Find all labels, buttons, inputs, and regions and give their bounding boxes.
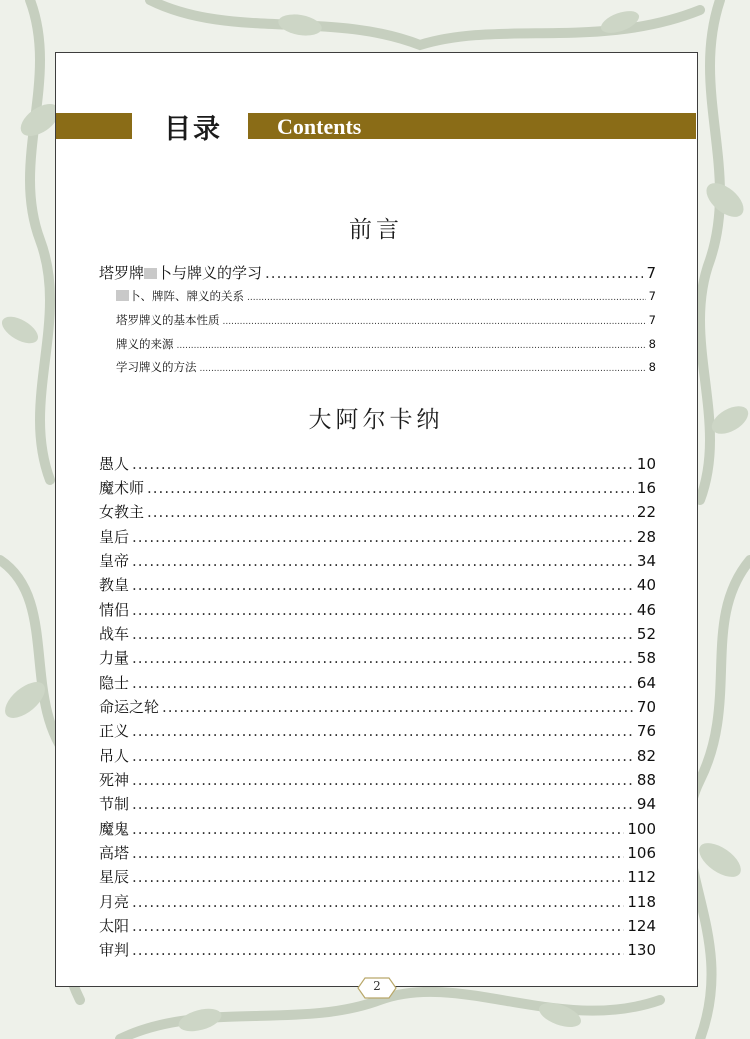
toc-entry[interactable] [99,672,656,693]
toc-entry-page: 118 [627,893,656,911]
leader-dots [132,771,634,789]
toc-page [55,52,698,987]
leader-dots [132,601,634,619]
leader-dots [177,341,646,351]
leader-dots [132,528,634,546]
toc-entry-label: 星辰 [99,868,130,886]
leader-dots [147,503,634,521]
leader-dots [132,455,634,473]
leader-dots [132,747,634,765]
toc-entry-page: 124 [627,917,656,935]
toc-entry-page: 46 [636,601,656,619]
toc-entry[interactable] [99,599,656,620]
toc-subentry[interactable] [116,336,656,352]
toc-entry-page: 76 [636,722,656,740]
toc-entry-label: 死神 [99,771,130,789]
toc-entry-page: 7 [648,313,656,327]
toc-entry-label: 魔术师 [99,479,145,497]
toc-entry-label: 皇帝 [99,552,130,570]
toc-entry[interactable] [99,891,656,912]
toc-entry-label: 皇后 [99,528,130,546]
leader-dots [132,893,624,911]
leader-dots [147,479,634,497]
toc-entry[interactable] [99,720,656,741]
toc-entry-label: 塔罗牌 卜与牌义的学习 [99,264,263,282]
toc-entry-page: 8 [648,360,656,374]
leader-dots [200,364,646,374]
toc-entry-label: 教皇 [99,576,130,594]
page-title-en: Contents [277,114,362,139]
toc-entry-page: 70 [636,698,656,716]
leader-dots [132,868,624,886]
leader-dots [265,264,643,282]
leader-dots [132,552,634,570]
toc-entry-page: 40 [636,576,656,594]
toc-entry[interactable] [99,550,656,571]
toc-entry-page: 28 [636,528,656,546]
toc-entry-page: 112 [627,868,656,886]
toc-entry-page: 7 [646,264,656,282]
leader-dots [132,625,634,643]
toc-entry[interactable] [99,842,656,863]
toc-entry-page: 94 [636,795,656,813]
toc-entry-label: 学习牌义的方法 [116,360,197,374]
toc-entry[interactable] [99,574,656,595]
toc-entry[interactable] [99,501,656,522]
toc-entry-page: 10 [636,455,656,473]
toc-entry[interactable] [99,526,656,547]
toc-subentry[interactable] [116,359,656,375]
leader-dots [132,820,624,838]
leader-dots [132,649,634,667]
toc-entry-label: 塔罗牌义的基本性质 [116,313,220,327]
toc-entry-label: 太阳 [99,917,130,935]
toc-entry[interactable] [99,793,656,814]
toc-entry[interactable] [99,477,656,498]
page-title-cn: 目录 [164,114,222,145]
toc-entry[interactable] [99,866,656,887]
redaction-block [116,290,129,301]
toc-entry-page: 82 [636,747,656,765]
leader-dots [223,317,646,327]
toc-entry-page: 106 [627,844,656,862]
toc-entry[interactable] [99,745,656,766]
band-left-bar [56,113,132,139]
leader-dots [162,698,634,716]
toc-entry-page: 64 [636,674,656,692]
leader-dots [132,795,634,813]
toc-entry[interactable] [99,769,656,790]
leader-dots [132,722,634,740]
page-number: 2 [373,979,381,993]
redaction-block [144,268,157,279]
toc-entry-page: 100 [627,820,656,838]
leader-dots [247,293,646,303]
toc-subentry[interactable] [116,288,656,304]
toc-entry-label: 吊人 [99,747,130,765]
leader-dots [132,844,624,862]
toc-entry-page: 22 [636,503,656,521]
header-band [56,113,696,145]
toc-entry[interactable] [99,939,656,960]
toc-entry-label: 牌义的来源 [116,337,174,351]
toc-entry-label: 战车 [99,625,130,643]
toc-entry-label: 高塔 [99,844,130,862]
toc-entry-preface-main[interactable] [99,262,656,283]
toc-entry-page: 88 [636,771,656,789]
toc-entry-page: 7 [648,289,656,303]
toc-entry[interactable] [99,915,656,936]
toc-subentry[interactable] [116,312,656,328]
toc-entry-label: 情侣 [99,601,130,619]
toc-entry-label: 愚人 [99,455,130,473]
toc-entry-label: 女教主 [99,503,145,521]
toc-entry-page: 58 [636,649,656,667]
toc-entry-label: 力量 [99,649,130,667]
page-number-badge [357,977,397,999]
toc-entry-label: 隐士 [99,674,130,692]
toc-entry[interactable] [99,647,656,668]
toc-entry-label: 命运之轮 [99,698,160,716]
section-heading-preface: 前言 [349,217,403,243]
toc-entry-page: 8 [648,337,656,351]
toc-entry[interactable] [99,453,656,474]
toc-entry-label: 月亮 [99,893,130,911]
toc-entry-page: 16 [636,479,656,497]
toc-entry-label: 正义 [99,722,130,740]
leader-dots [132,941,624,959]
toc-entry-label: 魔鬼 [99,820,130,838]
toc-entry[interactable] [99,696,656,717]
toc-entry-label: 节制 [99,795,130,813]
section-heading-major-arcana: 大阿尔卡纳 [308,407,444,433]
leader-dots [132,674,634,692]
leader-dots [132,576,634,594]
toc-entry-page: 52 [636,625,656,643]
toc-entry[interactable] [99,818,656,839]
toc-entry-label: 审判 [99,941,130,959]
leader-dots [132,917,624,935]
toc-entry-page: 34 [636,552,656,570]
toc-entry-page: 130 [627,941,656,959]
toc-entry[interactable] [99,623,656,644]
toc-entry-label: 卜、牌阵、牌义的关系 [116,288,244,304]
